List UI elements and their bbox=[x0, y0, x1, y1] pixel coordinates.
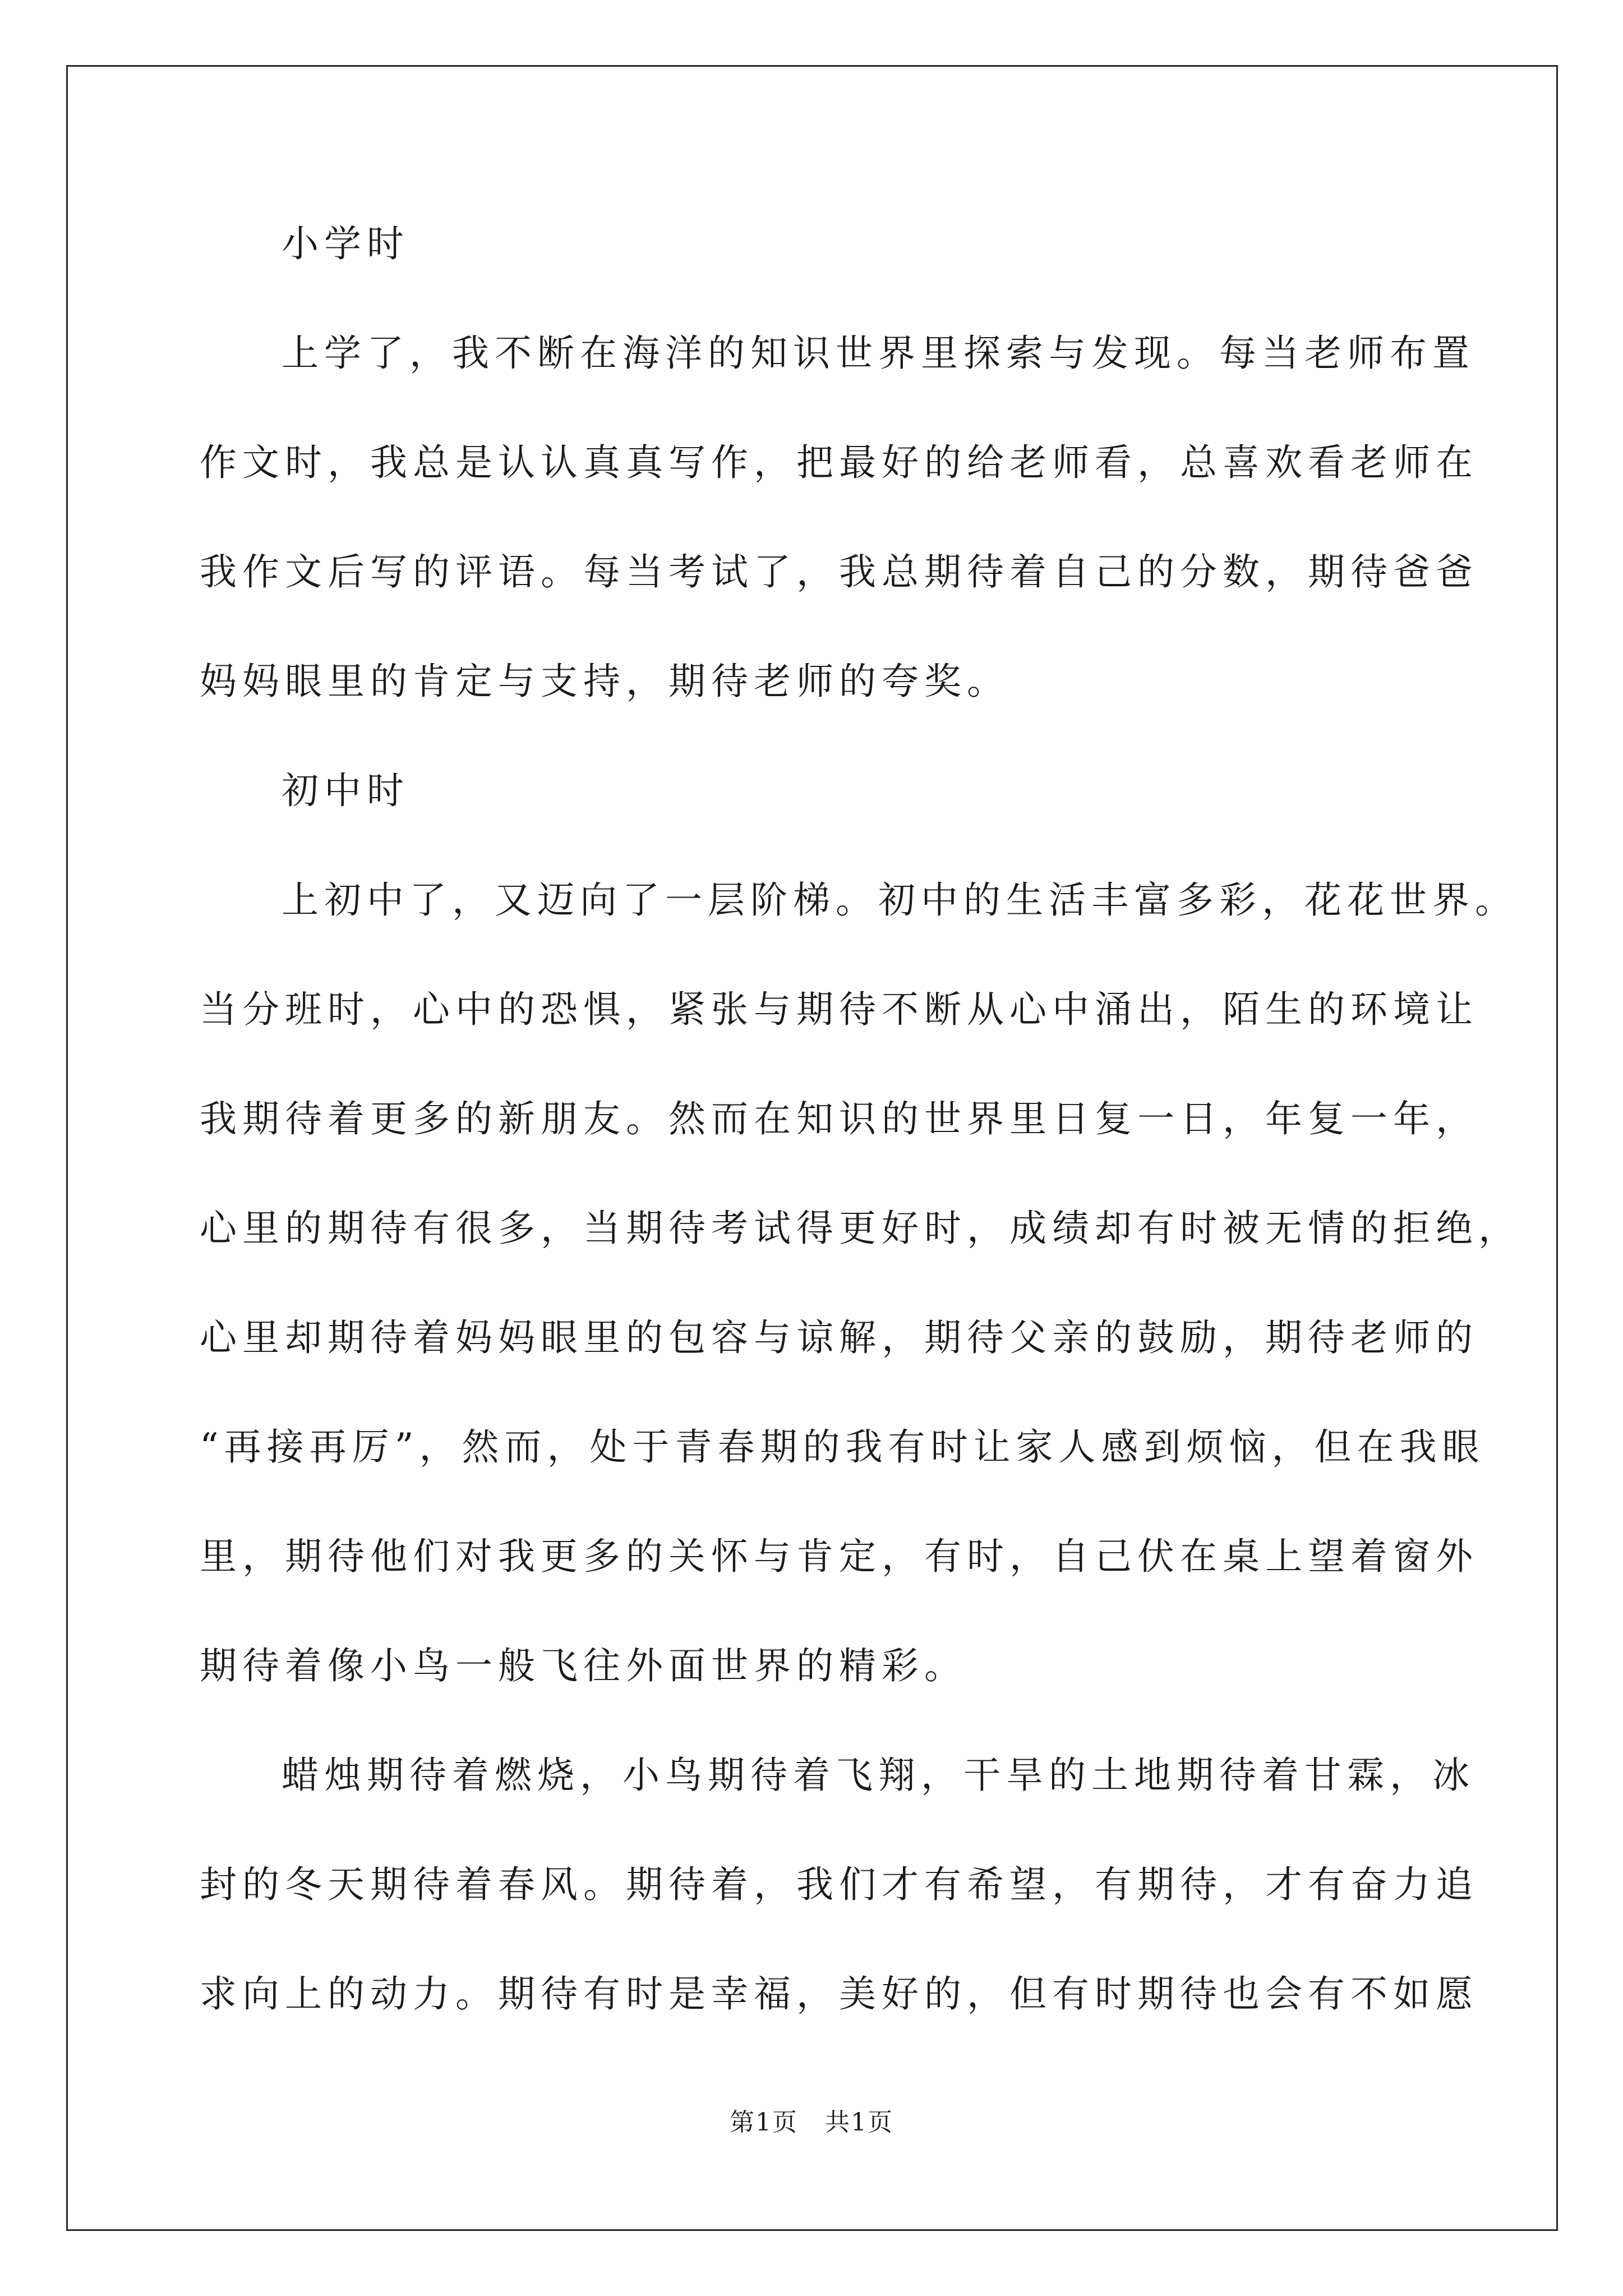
paragraph-line: 期待着像小鸟一般飞往外面世界的精彩。 bbox=[200, 1644, 967, 1687]
paragraph-line: 心里的期待有很多，当期待考试得更好时，成绩却有时被无情的拒绝， bbox=[200, 1207, 1521, 1250]
paragraph-line: 上学了，我不断在海洋的知识世界里探索与发现。每当老师布置 bbox=[282, 332, 1475, 375]
paragraph-line: 当分班时，心中的恐惧，紧张与期待不断从心中涌出，陌生的环境让 bbox=[200, 988, 1478, 1031]
paragraph-line: 作文时，我总是认认真真写作，把最好的给老师看，总喜欢看老师在 bbox=[200, 441, 1478, 484]
paragraph-line: 我期待着更多的新朋友。然而在知识的世界里日复一日，年复一年， bbox=[200, 1097, 1478, 1140]
paragraph-line: 封的冬天期待着春风。期待着，我们才有希望，有期待，才有奋力追 bbox=[200, 1863, 1478, 1906]
paragraph-line: 我作文后写的评语。每当考试了，我总期待着自己的分数，期待爸爸 bbox=[200, 550, 1478, 593]
paragraph-line: 蜡烛期待着燃烧，小鸟期待着飞翔，干旱的土地期待着甘霖，冰 bbox=[282, 1754, 1475, 1797]
paragraph-line: 心里却期待着妈妈眼里的包容与谅解，期待父亲的鼓励，期待老师的 bbox=[200, 1316, 1478, 1359]
paragraph-line: 妈妈眼里的肯定与支持，期待老师的夸奖。 bbox=[200, 660, 1009, 703]
paragraph-line: 里，期待他们对我更多的关怀与肯定，有时，自己伏在桌上望着窗外 bbox=[200, 1535, 1478, 1578]
paragraph-line: 求向上的动力。期待有时是幸福，美好的，但有时期待也会有不如愿 bbox=[200, 1972, 1478, 2016]
page-number-footer: 第1页 共1页 bbox=[730, 2108, 893, 2137]
paragraph-line: “再接再厉”，然而，处于青春期的我有时让家人感到烦恼，但在我眼 bbox=[200, 1425, 1485, 1469]
section-heading-primary: 小学时 bbox=[282, 222, 409, 265]
section-heading-middle: 初中时 bbox=[282, 769, 409, 812]
paragraph-line: 上初中了，又迈向了一层阶梯。初中的生活丰富多彩，花花世界。 bbox=[282, 878, 1518, 922]
